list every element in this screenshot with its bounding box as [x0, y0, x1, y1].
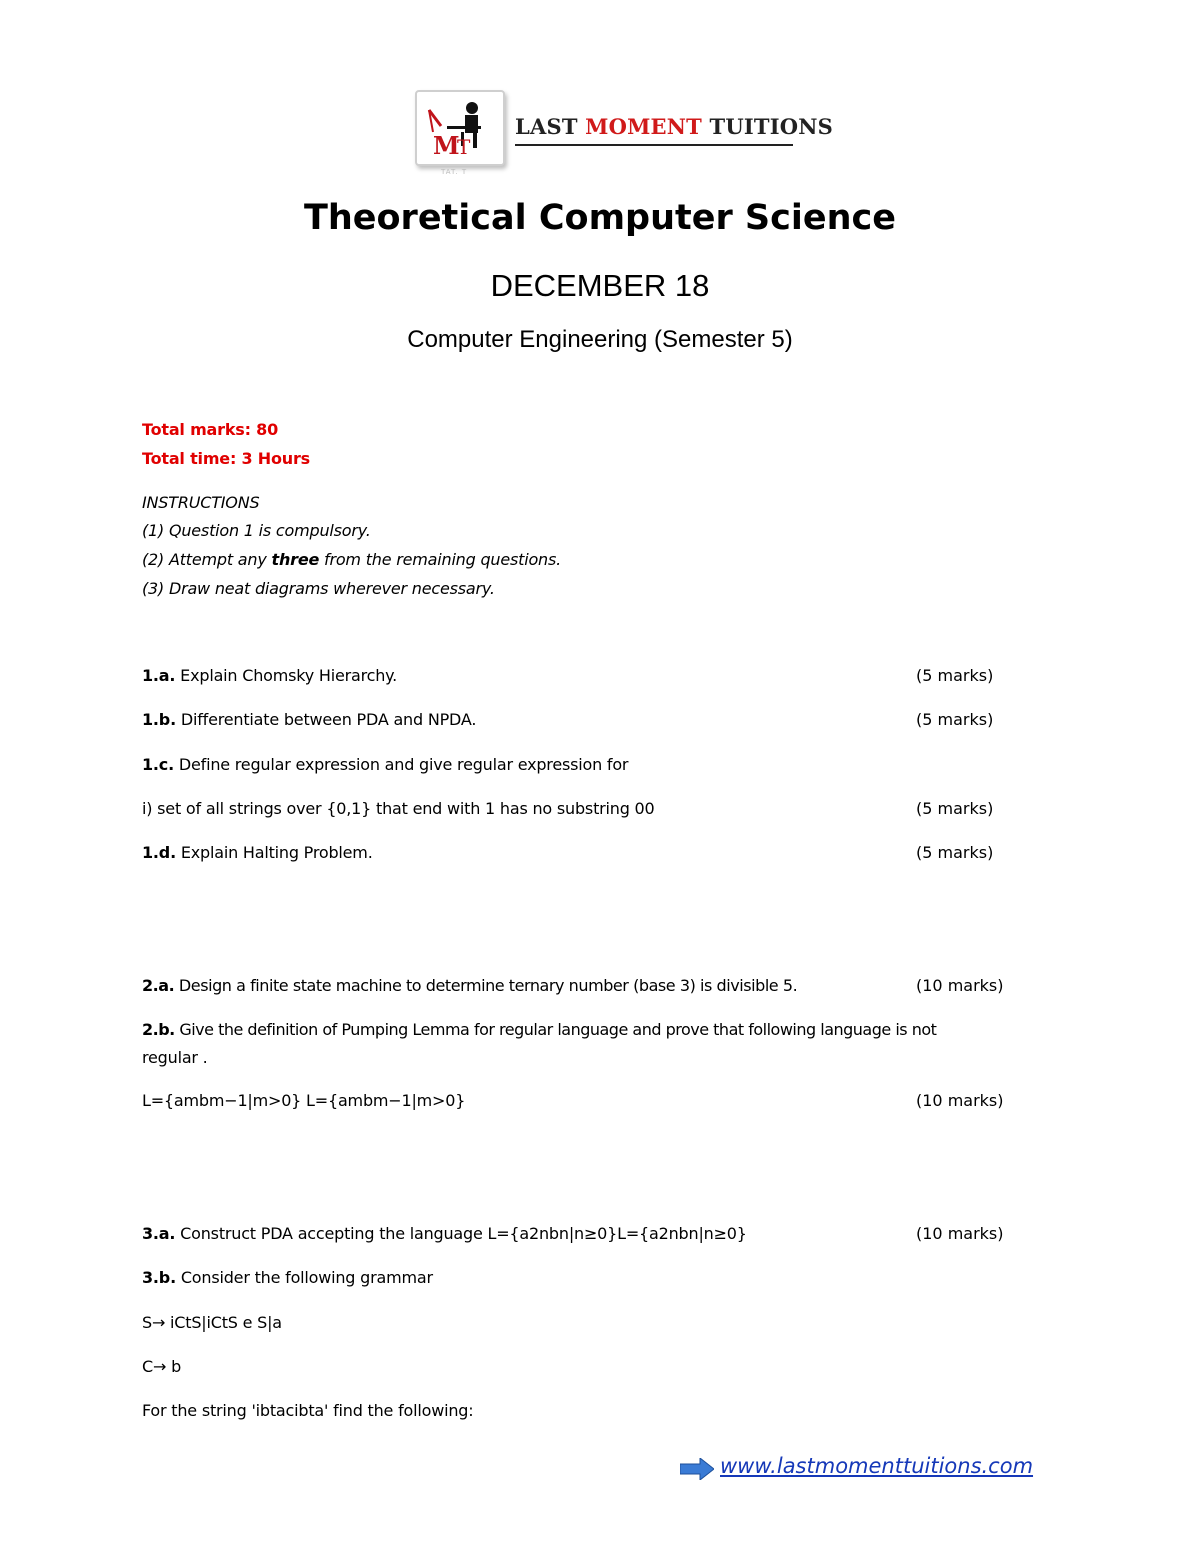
arrow-right-icon	[680, 1458, 714, 1480]
brand-name-mid: MOMENT	[585, 114, 702, 139]
question-text: Define regular expression and give regular expression for	[173, 755, 629, 774]
brand-name-left: LAST	[515, 114, 586, 139]
total-time: Total time: 3 Hours	[142, 449, 310, 468]
logo-tagline: TAT. T	[441, 168, 468, 176]
question-number: 3.a.	[142, 1224, 176, 1243]
question-1a	[142, 666, 397, 685]
question-1c	[142, 755, 628, 774]
question-1a-marks: (5 marks)	[916, 666, 994, 685]
instruction-2-pre: (2) Attempt any	[142, 550, 272, 569]
svg-text:T: T	[457, 135, 471, 159]
question-1d	[142, 843, 373, 862]
question-2b-language: L={ambm−1|m>0} L={ambm−1|m>0}	[142, 1091, 466, 1110]
instruction-3: (3) Draw neat diagrams wherever necessary.	[142, 579, 495, 598]
question-text: Differentiate between PDA and NPDA.	[175, 710, 477, 729]
question-text: Explain Halting Problem.	[175, 843, 373, 862]
brand-name	[515, 114, 833, 139]
question-2a	[142, 976, 797, 995]
instruction-2	[142, 550, 561, 569]
question-text: Consider the following grammar	[175, 1268, 433, 1287]
course-name: Computer Engineering (Semester 5)	[407, 326, 793, 353]
question-3a	[142, 1224, 747, 1243]
brand-name-right: TUITIONS	[702, 114, 833, 139]
instruction-1: (1) Question 1 is compulsory.	[142, 521, 371, 540]
question-number: 1.d.	[142, 843, 176, 862]
svg-text:M: M	[433, 131, 460, 160]
logo-icon	[415, 90, 505, 166]
exam-session: DECEMBER 18	[490, 268, 710, 303]
question-number: 3.b.	[142, 1268, 176, 1287]
question-text: Give the definition of Pumping Lemma for regular language and prove that following language is not	[174, 1020, 937, 1039]
question-1c-part-i: i) set of all strings over {0,1} that end with 1 has no substring 00	[142, 799, 655, 818]
question-3b	[142, 1268, 433, 1287]
instructions-heading: INSTRUCTIONS	[142, 493, 260, 512]
grammar-rule-c: C→ b	[142, 1357, 182, 1376]
question-number: 2.b.	[142, 1020, 175, 1039]
instruction-2-bold: three	[271, 550, 320, 569]
question-2b	[142, 1020, 936, 1039]
brand-logo	[415, 90, 833, 180]
document-title: Theoretical Computer Science	[303, 198, 897, 238]
question-1b-marks: (5 marks)	[916, 710, 994, 729]
question-1b	[142, 710, 476, 729]
total-marks: Total marks: 80	[142, 420, 279, 439]
question-2b-marks: (10 marks)	[916, 1091, 1004, 1110]
question-text: Design a finite state machine to determine ternary number (base 3) is divisible 5.	[174, 976, 798, 995]
question-3a-marks: (10 marks)	[916, 1224, 1004, 1243]
question-text: Explain Chomsky Hierarchy.	[175, 666, 398, 685]
website-link[interactable]: www.lastmomenttuitions.com	[720, 1454, 1034, 1478]
question-number: 1.b.	[142, 710, 176, 729]
question-1d-marks: (5 marks)	[916, 843, 994, 862]
question-3b-string: For the string 'ibtacibta' find the following:	[142, 1401, 474, 1420]
question-number: 1.a.	[142, 666, 176, 685]
brand-underline	[515, 144, 793, 146]
instruction-2-post: from the remaining questions.	[319, 550, 562, 569]
question-2b-cont: regular .	[142, 1048, 208, 1067]
question-number: 2.a.	[142, 976, 175, 995]
question-2a-marks: (10 marks)	[916, 976, 1004, 995]
question-number: 1.c.	[142, 755, 174, 774]
grammar-rule-s: S→ iCtS|iCtS e S|a	[142, 1313, 282, 1332]
question-text: Construct PDA accepting the language L={a2nbn|n≥0}L={a2nbn|n≥0}	[175, 1224, 747, 1243]
question-1c-marks: (5 marks)	[916, 799, 994, 818]
